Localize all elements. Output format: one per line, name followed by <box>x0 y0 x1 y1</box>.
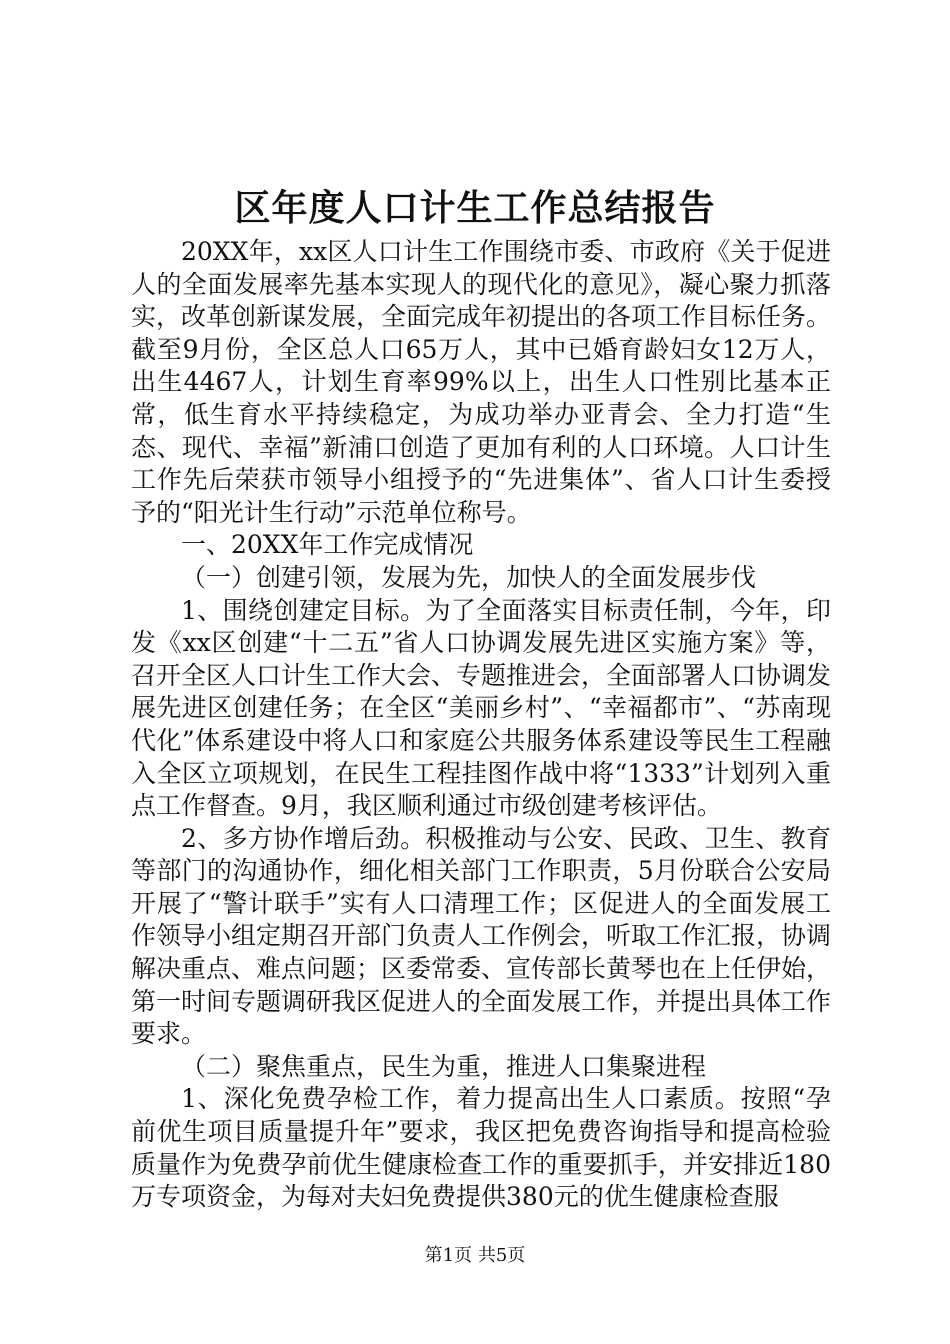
paragraph-item-1-1: 1、围绕创建定目标。为了全面落实目标责任制，今年，印发《xx区创建“十二五”省人口协调发展先进区实施方案》等，召开全区人口计生工作大会、专题推进会，全面部署人口协调发展先进区创建任务；在全区“美丽乡村”、“幸福都市”、“苏南现代化”体系建设中将人口和家庭公共服务体系建设等民生工程融入全区立项规划，在民生工程挂图作战中将“1333”计划列入重点工作督查。9月，我区顺利通过市级创建考核评估。 <box>131 595 832 821</box>
document-body <box>131 236 831 1214</box>
paragraph-item-2-1: 1、深化免费孕检工作，着力提高出生人口素质。按照“孕前优生项目质量提升年”要求，我区把免费咨询指导和提高检验质量作为免费孕前优生健康检查工作的重要抓手，并安排近180万专项资金，为每对夫妇免费提供380元的优生健康检查服 <box>131 1084 831 1212</box>
paragraph-intro: 20XX年，xx区人口计生工作围绕市委、市政府《关于促进人的全面发展率先基本实现人的现代化的意见》，凝心聚力抓落实，改革创新谋发展，全面完成年初提出的各项工作目标任务。截至9月份，全区总人口65万人，其中已婚育龄妇女12万人，出生4467人，计划生育率99%以上，出生人口性别比基本正常，低生育水平持续稳定，为成功举办亚青会、全力打造“生态、现代、幸福”新浦口创造了更加有利的人口环境。人口计生工作先后荣获市领导小组授予的“先进集体”、省人口计生委授予的“阳光计生行动”示范单位称号。 <box>131 237 832 527</box>
page-footer: 第1页 共5页 <box>424 1245 526 1266</box>
document-title: 区年度人口计生工作总结报告 <box>234 187 716 229</box>
subsection-heading-2: （二）聚焦重点，民生为重，推进人口集聚进程 <box>181 1051 707 1081</box>
section-heading-1: 一、20XX年工作完成情况 <box>181 530 474 560</box>
paragraph-item-1-2: 2、多方协作增后劲。积极推动与公安、民政、卫生、教育等部门的沟通协作，细化相关部门工作职责，5月份联合公安局开展了“警计联手”实有人口清理工作；区促进人的全面发展工作领导小组定期召开部门负责人工作例会，听取工作汇报，协调解决重点、难点问题；区委常委、宣传部长黄琴也在上任伊始，第一时间专题调研我区促进人的全面发展工作，并提出具体工作要求。 <box>131 823 832 1049</box>
subsection-heading-1: （一）创建引领，发展为先，加快人的全面发展步伐 <box>181 562 757 592</box>
